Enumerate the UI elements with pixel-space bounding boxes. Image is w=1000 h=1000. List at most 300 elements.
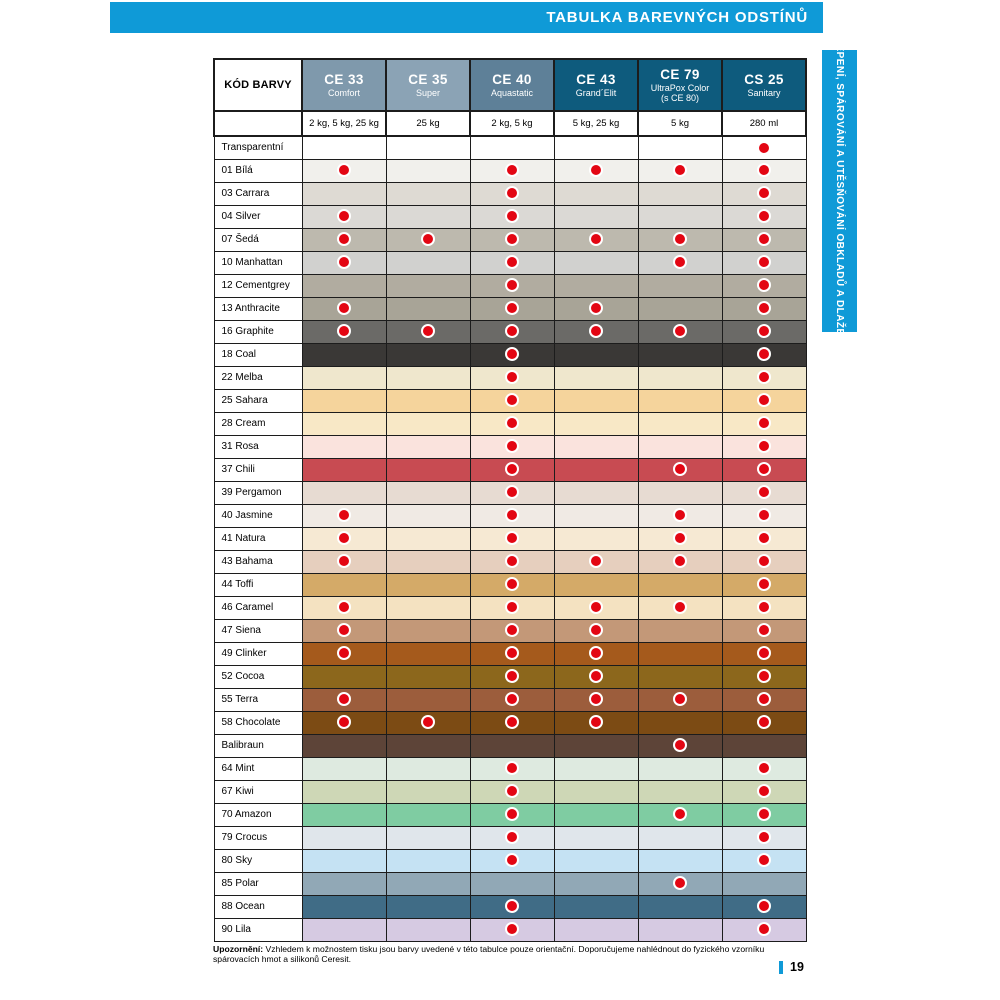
availability-cell bbox=[554, 481, 638, 504]
availability-cell bbox=[470, 573, 554, 596]
package-size-cell: 25 kg bbox=[386, 111, 470, 136]
product-column-header: CE 79 UltraPox Color (s CE 80) bbox=[638, 59, 722, 111]
availability-cell bbox=[554, 320, 638, 343]
availability-cell bbox=[638, 596, 722, 619]
availability-dot-icon bbox=[673, 324, 687, 338]
availability-cell bbox=[638, 228, 722, 251]
color-row-label: 16 Graphite bbox=[214, 320, 302, 343]
color-row-label: 18 Coal bbox=[214, 343, 302, 366]
availability-dot-icon bbox=[505, 278, 519, 292]
availability-cell bbox=[470, 136, 554, 159]
availability-cell bbox=[386, 803, 470, 826]
availability-cell bbox=[470, 458, 554, 481]
availability-cell bbox=[386, 872, 470, 895]
availability-cell bbox=[386, 251, 470, 274]
availability-dot-icon bbox=[757, 485, 771, 499]
color-row-label: 13 Anthracite bbox=[214, 297, 302, 320]
availability-cell bbox=[302, 918, 386, 941]
availability-dot-icon bbox=[421, 715, 435, 729]
availability-cell bbox=[386, 527, 470, 550]
availability-dot-icon bbox=[757, 531, 771, 545]
availability-cell bbox=[302, 205, 386, 228]
availability-cell bbox=[554, 711, 638, 734]
availability-dot-icon bbox=[757, 669, 771, 683]
availability-cell bbox=[722, 412, 806, 435]
availability-dot-icon bbox=[505, 232, 519, 246]
availability-dot-icon bbox=[757, 853, 771, 867]
availability-cell bbox=[470, 826, 554, 849]
availability-cell bbox=[722, 688, 806, 711]
color-row-label: 88 Ocean bbox=[214, 895, 302, 918]
color-row bbox=[214, 619, 806, 642]
availability-cell bbox=[554, 780, 638, 803]
availability-cell bbox=[470, 251, 554, 274]
color-row bbox=[214, 182, 806, 205]
availability-cell bbox=[722, 895, 806, 918]
color-row-label: 52 Cocoa bbox=[214, 665, 302, 688]
availability-dot-icon bbox=[337, 301, 351, 315]
availability-cell bbox=[554, 849, 638, 872]
availability-cell bbox=[302, 412, 386, 435]
availability-dot-icon bbox=[505, 600, 519, 614]
availability-cell bbox=[302, 849, 386, 872]
availability-cell bbox=[638, 343, 722, 366]
availability-dot-icon bbox=[673, 554, 687, 568]
availability-dot-icon bbox=[589, 692, 603, 706]
color-row bbox=[214, 688, 806, 711]
availability-cell bbox=[386, 228, 470, 251]
availability-cell bbox=[722, 711, 806, 734]
color-row bbox=[214, 159, 806, 182]
availability-dot-icon bbox=[757, 163, 771, 177]
availability-cell bbox=[470, 481, 554, 504]
color-row-label: 22 Melba bbox=[214, 366, 302, 389]
availability-cell bbox=[722, 228, 806, 251]
color-row-label: 58 Chocolate bbox=[214, 711, 302, 734]
availability-cell bbox=[302, 596, 386, 619]
availability-dot-icon bbox=[337, 715, 351, 729]
availability-dot-icon bbox=[337, 623, 351, 637]
availability-cell bbox=[722, 182, 806, 205]
availability-cell bbox=[554, 182, 638, 205]
availability-cell bbox=[638, 895, 722, 918]
color-row bbox=[214, 780, 806, 803]
availability-dot-icon bbox=[757, 715, 771, 729]
footer-note-label: Upozornění: bbox=[213, 944, 264, 954]
availability-cell bbox=[638, 757, 722, 780]
package-size-cell: 280 ml bbox=[722, 111, 806, 136]
availability-cell bbox=[470, 182, 554, 205]
package-row bbox=[214, 111, 806, 136]
availability-dot-icon bbox=[757, 922, 771, 936]
color-row bbox=[214, 136, 806, 159]
color-row-label: 25 Sahara bbox=[214, 389, 302, 412]
availability-dot-icon bbox=[589, 301, 603, 315]
availability-dot-icon bbox=[337, 232, 351, 246]
availability-dot-icon bbox=[505, 922, 519, 936]
package-size-cell: 2 kg, 5 kg, 25 kg bbox=[302, 111, 386, 136]
availability-cell bbox=[386, 435, 470, 458]
availability-cell bbox=[638, 665, 722, 688]
color-row-label: 39 Pergamon bbox=[214, 481, 302, 504]
availability-dot-icon bbox=[505, 646, 519, 660]
availability-cell bbox=[470, 412, 554, 435]
availability-dot-icon bbox=[505, 531, 519, 545]
color-row bbox=[214, 550, 806, 573]
availability-cell bbox=[302, 228, 386, 251]
color-row-label: 47 Siena bbox=[214, 619, 302, 642]
availability-cell bbox=[470, 320, 554, 343]
availability-cell bbox=[302, 182, 386, 205]
availability-cell bbox=[386, 320, 470, 343]
availability-cell bbox=[638, 136, 722, 159]
availability-cell bbox=[386, 619, 470, 642]
availability-cell bbox=[470, 895, 554, 918]
color-row bbox=[214, 504, 806, 527]
availability-cell bbox=[302, 435, 386, 458]
color-row-label: 28 Cream bbox=[214, 412, 302, 435]
availability-dot-icon bbox=[589, 324, 603, 338]
color-row bbox=[214, 389, 806, 412]
availability-cell bbox=[722, 780, 806, 803]
availability-dot-icon bbox=[505, 784, 519, 798]
availability-cell bbox=[554, 274, 638, 297]
availability-cell bbox=[470, 780, 554, 803]
color-row bbox=[214, 320, 806, 343]
availability-dot-icon bbox=[505, 853, 519, 867]
color-row-label: 67 Kiwi bbox=[214, 780, 302, 803]
availability-cell bbox=[638, 435, 722, 458]
availability-cell bbox=[638, 918, 722, 941]
availability-dot-icon bbox=[673, 692, 687, 706]
color-row bbox=[214, 895, 806, 918]
availability-dot-icon bbox=[505, 623, 519, 637]
availability-cell bbox=[722, 366, 806, 389]
color-row bbox=[214, 734, 806, 757]
availability-dot-icon bbox=[673, 876, 687, 890]
availability-cell bbox=[722, 596, 806, 619]
availability-dot-icon bbox=[589, 600, 603, 614]
availability-dot-icon bbox=[589, 669, 603, 683]
availability-dot-icon bbox=[505, 393, 519, 407]
color-row-label: 07 Šedá bbox=[214, 228, 302, 251]
availability-cell bbox=[470, 366, 554, 389]
availability-dot-icon bbox=[505, 209, 519, 223]
availability-cell bbox=[386, 159, 470, 182]
availability-cell bbox=[554, 343, 638, 366]
availability-cell bbox=[302, 320, 386, 343]
availability-cell bbox=[386, 826, 470, 849]
availability-cell bbox=[302, 159, 386, 182]
availability-cell bbox=[722, 389, 806, 412]
color-row-label: 70 Amazon bbox=[214, 803, 302, 826]
availability-cell bbox=[722, 573, 806, 596]
availability-cell bbox=[722, 619, 806, 642]
chapter-side-tab-label: LEPENÍ, SPÁROVÁNÍ A UTĚSŇOVÁNÍ OBKLADŮ A DLAŽBY bbox=[834, 38, 845, 344]
color-row bbox=[214, 481, 806, 504]
color-row bbox=[214, 573, 806, 596]
availability-dot-icon bbox=[505, 761, 519, 775]
color-row bbox=[214, 918, 806, 941]
availability-dot-icon bbox=[757, 692, 771, 706]
availability-cell bbox=[302, 642, 386, 665]
color-row-label: Balibraun bbox=[214, 734, 302, 757]
color-row bbox=[214, 849, 806, 872]
availability-cell bbox=[470, 872, 554, 895]
availability-cell bbox=[638, 182, 722, 205]
availability-cell bbox=[470, 274, 554, 297]
color-row-label: 46 Caramel bbox=[214, 596, 302, 619]
availability-cell bbox=[722, 826, 806, 849]
availability-cell bbox=[386, 205, 470, 228]
availability-cell bbox=[638, 159, 722, 182]
availability-dot-icon bbox=[337, 600, 351, 614]
availability-dot-icon bbox=[757, 577, 771, 591]
availability-cell bbox=[554, 228, 638, 251]
availability-cell bbox=[554, 665, 638, 688]
availability-dot-icon bbox=[421, 324, 435, 338]
availability-cell bbox=[470, 849, 554, 872]
availability-cell bbox=[302, 688, 386, 711]
availability-cell bbox=[638, 389, 722, 412]
availability-cell bbox=[302, 389, 386, 412]
availability-dot-icon bbox=[505, 485, 519, 499]
availability-dot-icon bbox=[757, 416, 771, 430]
availability-cell bbox=[554, 642, 638, 665]
color-row-label: 90 Lila bbox=[214, 918, 302, 941]
availability-dot-icon bbox=[589, 646, 603, 660]
availability-cell bbox=[638, 619, 722, 642]
page-number bbox=[779, 959, 804, 975]
color-row-label: 31 Rosa bbox=[214, 435, 302, 458]
availability-cell bbox=[722, 136, 806, 159]
color-row bbox=[214, 274, 806, 297]
availability-dot-icon bbox=[757, 830, 771, 844]
availability-cell bbox=[638, 780, 722, 803]
availability-dot-icon bbox=[337, 209, 351, 223]
color-row-label: 04 Silver bbox=[214, 205, 302, 228]
availability-cell bbox=[302, 619, 386, 642]
color-row bbox=[214, 665, 806, 688]
color-row-label: 55 Terra bbox=[214, 688, 302, 711]
availability-cell bbox=[302, 550, 386, 573]
availability-dot-icon bbox=[337, 163, 351, 177]
availability-cell bbox=[554, 619, 638, 642]
availability-dot-icon bbox=[337, 554, 351, 568]
availability-dot-icon bbox=[757, 554, 771, 568]
color-row-label: 10 Manhattan bbox=[214, 251, 302, 274]
availability-dot-icon bbox=[505, 577, 519, 591]
availability-cell bbox=[386, 642, 470, 665]
availability-cell bbox=[386, 573, 470, 596]
availability-cell bbox=[386, 550, 470, 573]
color-row bbox=[214, 205, 806, 228]
availability-dot-icon bbox=[757, 278, 771, 292]
availability-dot-icon bbox=[505, 715, 519, 729]
availability-dot-icon bbox=[757, 439, 771, 453]
availability-cell bbox=[554, 297, 638, 320]
availability-cell bbox=[386, 297, 470, 320]
availability-cell bbox=[554, 596, 638, 619]
availability-cell bbox=[554, 826, 638, 849]
color-row bbox=[214, 711, 806, 734]
availability-cell bbox=[470, 734, 554, 757]
availability-dot-icon bbox=[505, 186, 519, 200]
availability-cell bbox=[386, 849, 470, 872]
availability-dot-icon bbox=[337, 508, 351, 522]
availability-cell bbox=[554, 412, 638, 435]
availability-dot-icon bbox=[757, 600, 771, 614]
availability-dot-icon bbox=[757, 761, 771, 775]
availability-dot-icon bbox=[673, 508, 687, 522]
availability-cell bbox=[722, 734, 806, 757]
availability-cell bbox=[470, 205, 554, 228]
availability-cell bbox=[638, 320, 722, 343]
availability-dot-icon bbox=[505, 370, 519, 384]
color-row bbox=[214, 803, 806, 826]
availability-cell bbox=[470, 435, 554, 458]
availability-cell bbox=[302, 734, 386, 757]
color-row bbox=[214, 251, 806, 274]
availability-cell bbox=[722, 665, 806, 688]
availability-dot-icon bbox=[757, 784, 771, 798]
availability-dot-icon bbox=[757, 209, 771, 223]
availability-dot-icon bbox=[337, 646, 351, 660]
availability-dot-icon bbox=[757, 186, 771, 200]
availability-cell bbox=[638, 366, 722, 389]
availability-dot-icon bbox=[757, 807, 771, 821]
color-row bbox=[214, 527, 806, 550]
availability-cell bbox=[302, 780, 386, 803]
chapter-side-tab bbox=[822, 38, 857, 344]
availability-cell bbox=[554, 895, 638, 918]
availability-cell bbox=[302, 573, 386, 596]
availability-dot-icon bbox=[673, 600, 687, 614]
availability-cell bbox=[722, 872, 806, 895]
availability-dot-icon bbox=[589, 554, 603, 568]
availability-cell bbox=[638, 205, 722, 228]
availability-dot-icon bbox=[757, 393, 771, 407]
availability-cell bbox=[386, 366, 470, 389]
availability-cell bbox=[470, 228, 554, 251]
availability-cell bbox=[470, 757, 554, 780]
availability-dot-icon bbox=[505, 416, 519, 430]
availability-cell bbox=[386, 596, 470, 619]
availability-cell bbox=[554, 251, 638, 274]
package-size-cell: 5 kg, 25 kg bbox=[554, 111, 638, 136]
availability-cell bbox=[470, 550, 554, 573]
color-row bbox=[214, 435, 806, 458]
availability-cell bbox=[386, 274, 470, 297]
availability-dot-icon bbox=[757, 232, 771, 246]
color-row-label: 41 Natura bbox=[214, 527, 302, 550]
availability-cell bbox=[386, 895, 470, 918]
availability-cell bbox=[386, 711, 470, 734]
availability-cell bbox=[302, 504, 386, 527]
availability-dot-icon bbox=[757, 646, 771, 660]
availability-cell bbox=[386, 780, 470, 803]
footer-note-text: Vzhledem k možnostem tisku jsou barvy uvedené v této tabulce pouze orientační. Doporučujeme nahlédnout do fyzického vzorníku spárovacích hmot a silikonů Ceresit. bbox=[213, 944, 765, 965]
availability-dot-icon bbox=[757, 370, 771, 384]
availability-cell bbox=[302, 527, 386, 550]
availability-cell bbox=[302, 711, 386, 734]
availability-cell bbox=[386, 504, 470, 527]
availability-cell bbox=[470, 297, 554, 320]
page-number-value: 19 bbox=[790, 960, 804, 974]
availability-dot-icon bbox=[505, 439, 519, 453]
availability-cell bbox=[386, 136, 470, 159]
availability-cell bbox=[722, 918, 806, 941]
availability-cell bbox=[722, 550, 806, 573]
availability-dot-icon bbox=[757, 324, 771, 338]
color-row-label: 40 Jasmine bbox=[214, 504, 302, 527]
availability-cell bbox=[386, 481, 470, 504]
availability-dot-icon bbox=[505, 554, 519, 568]
availability-cell bbox=[722, 642, 806, 665]
availability-dot-icon bbox=[337, 531, 351, 545]
availability-cell bbox=[638, 481, 722, 504]
availability-dot-icon bbox=[757, 301, 771, 315]
availability-cell bbox=[554, 918, 638, 941]
availability-cell bbox=[722, 803, 806, 826]
availability-cell bbox=[722, 481, 806, 504]
availability-cell bbox=[302, 803, 386, 826]
availability-dot-icon bbox=[589, 163, 603, 177]
color-row bbox=[214, 826, 806, 849]
availability-cell bbox=[554, 504, 638, 527]
availability-cell bbox=[638, 297, 722, 320]
product-header-row bbox=[214, 59, 806, 111]
color-row-label: Transparentní bbox=[214, 136, 302, 159]
color-row bbox=[214, 412, 806, 435]
availability-cell bbox=[386, 688, 470, 711]
availability-cell bbox=[554, 803, 638, 826]
availability-cell bbox=[554, 688, 638, 711]
availability-dot-icon bbox=[673, 738, 687, 752]
availability-cell bbox=[722, 757, 806, 780]
availability-cell bbox=[470, 803, 554, 826]
color-row-label: 85 Polar bbox=[214, 872, 302, 895]
availability-dot-icon bbox=[505, 830, 519, 844]
color-row-label: 43 Bahama bbox=[214, 550, 302, 573]
page-number-bar-icon bbox=[779, 961, 783, 974]
availability-cell bbox=[722, 458, 806, 481]
product-column-header: CE 43 Grand´Elit bbox=[554, 59, 638, 111]
availability-dot-icon bbox=[673, 462, 687, 476]
availability-dot-icon bbox=[505, 508, 519, 522]
availability-cell bbox=[386, 757, 470, 780]
availability-cell bbox=[470, 596, 554, 619]
availability-cell bbox=[638, 711, 722, 734]
availability-dot-icon bbox=[505, 807, 519, 821]
availability-cell bbox=[554, 366, 638, 389]
color-row bbox=[214, 228, 806, 251]
availability-dot-icon bbox=[505, 255, 519, 269]
color-row bbox=[214, 343, 806, 366]
color-row-label: 80 Sky bbox=[214, 849, 302, 872]
availability-cell bbox=[638, 573, 722, 596]
color-row-label: 37 Chili bbox=[214, 458, 302, 481]
availability-dot-icon bbox=[505, 899, 519, 913]
availability-cell bbox=[554, 757, 638, 780]
availability-dot-icon bbox=[337, 692, 351, 706]
availability-cell bbox=[302, 366, 386, 389]
availability-cell bbox=[638, 872, 722, 895]
availability-cell bbox=[302, 251, 386, 274]
product-column-header: CE 40 Aquastatic bbox=[470, 59, 554, 111]
availability-dot-icon bbox=[589, 715, 603, 729]
availability-dot-icon bbox=[757, 623, 771, 637]
